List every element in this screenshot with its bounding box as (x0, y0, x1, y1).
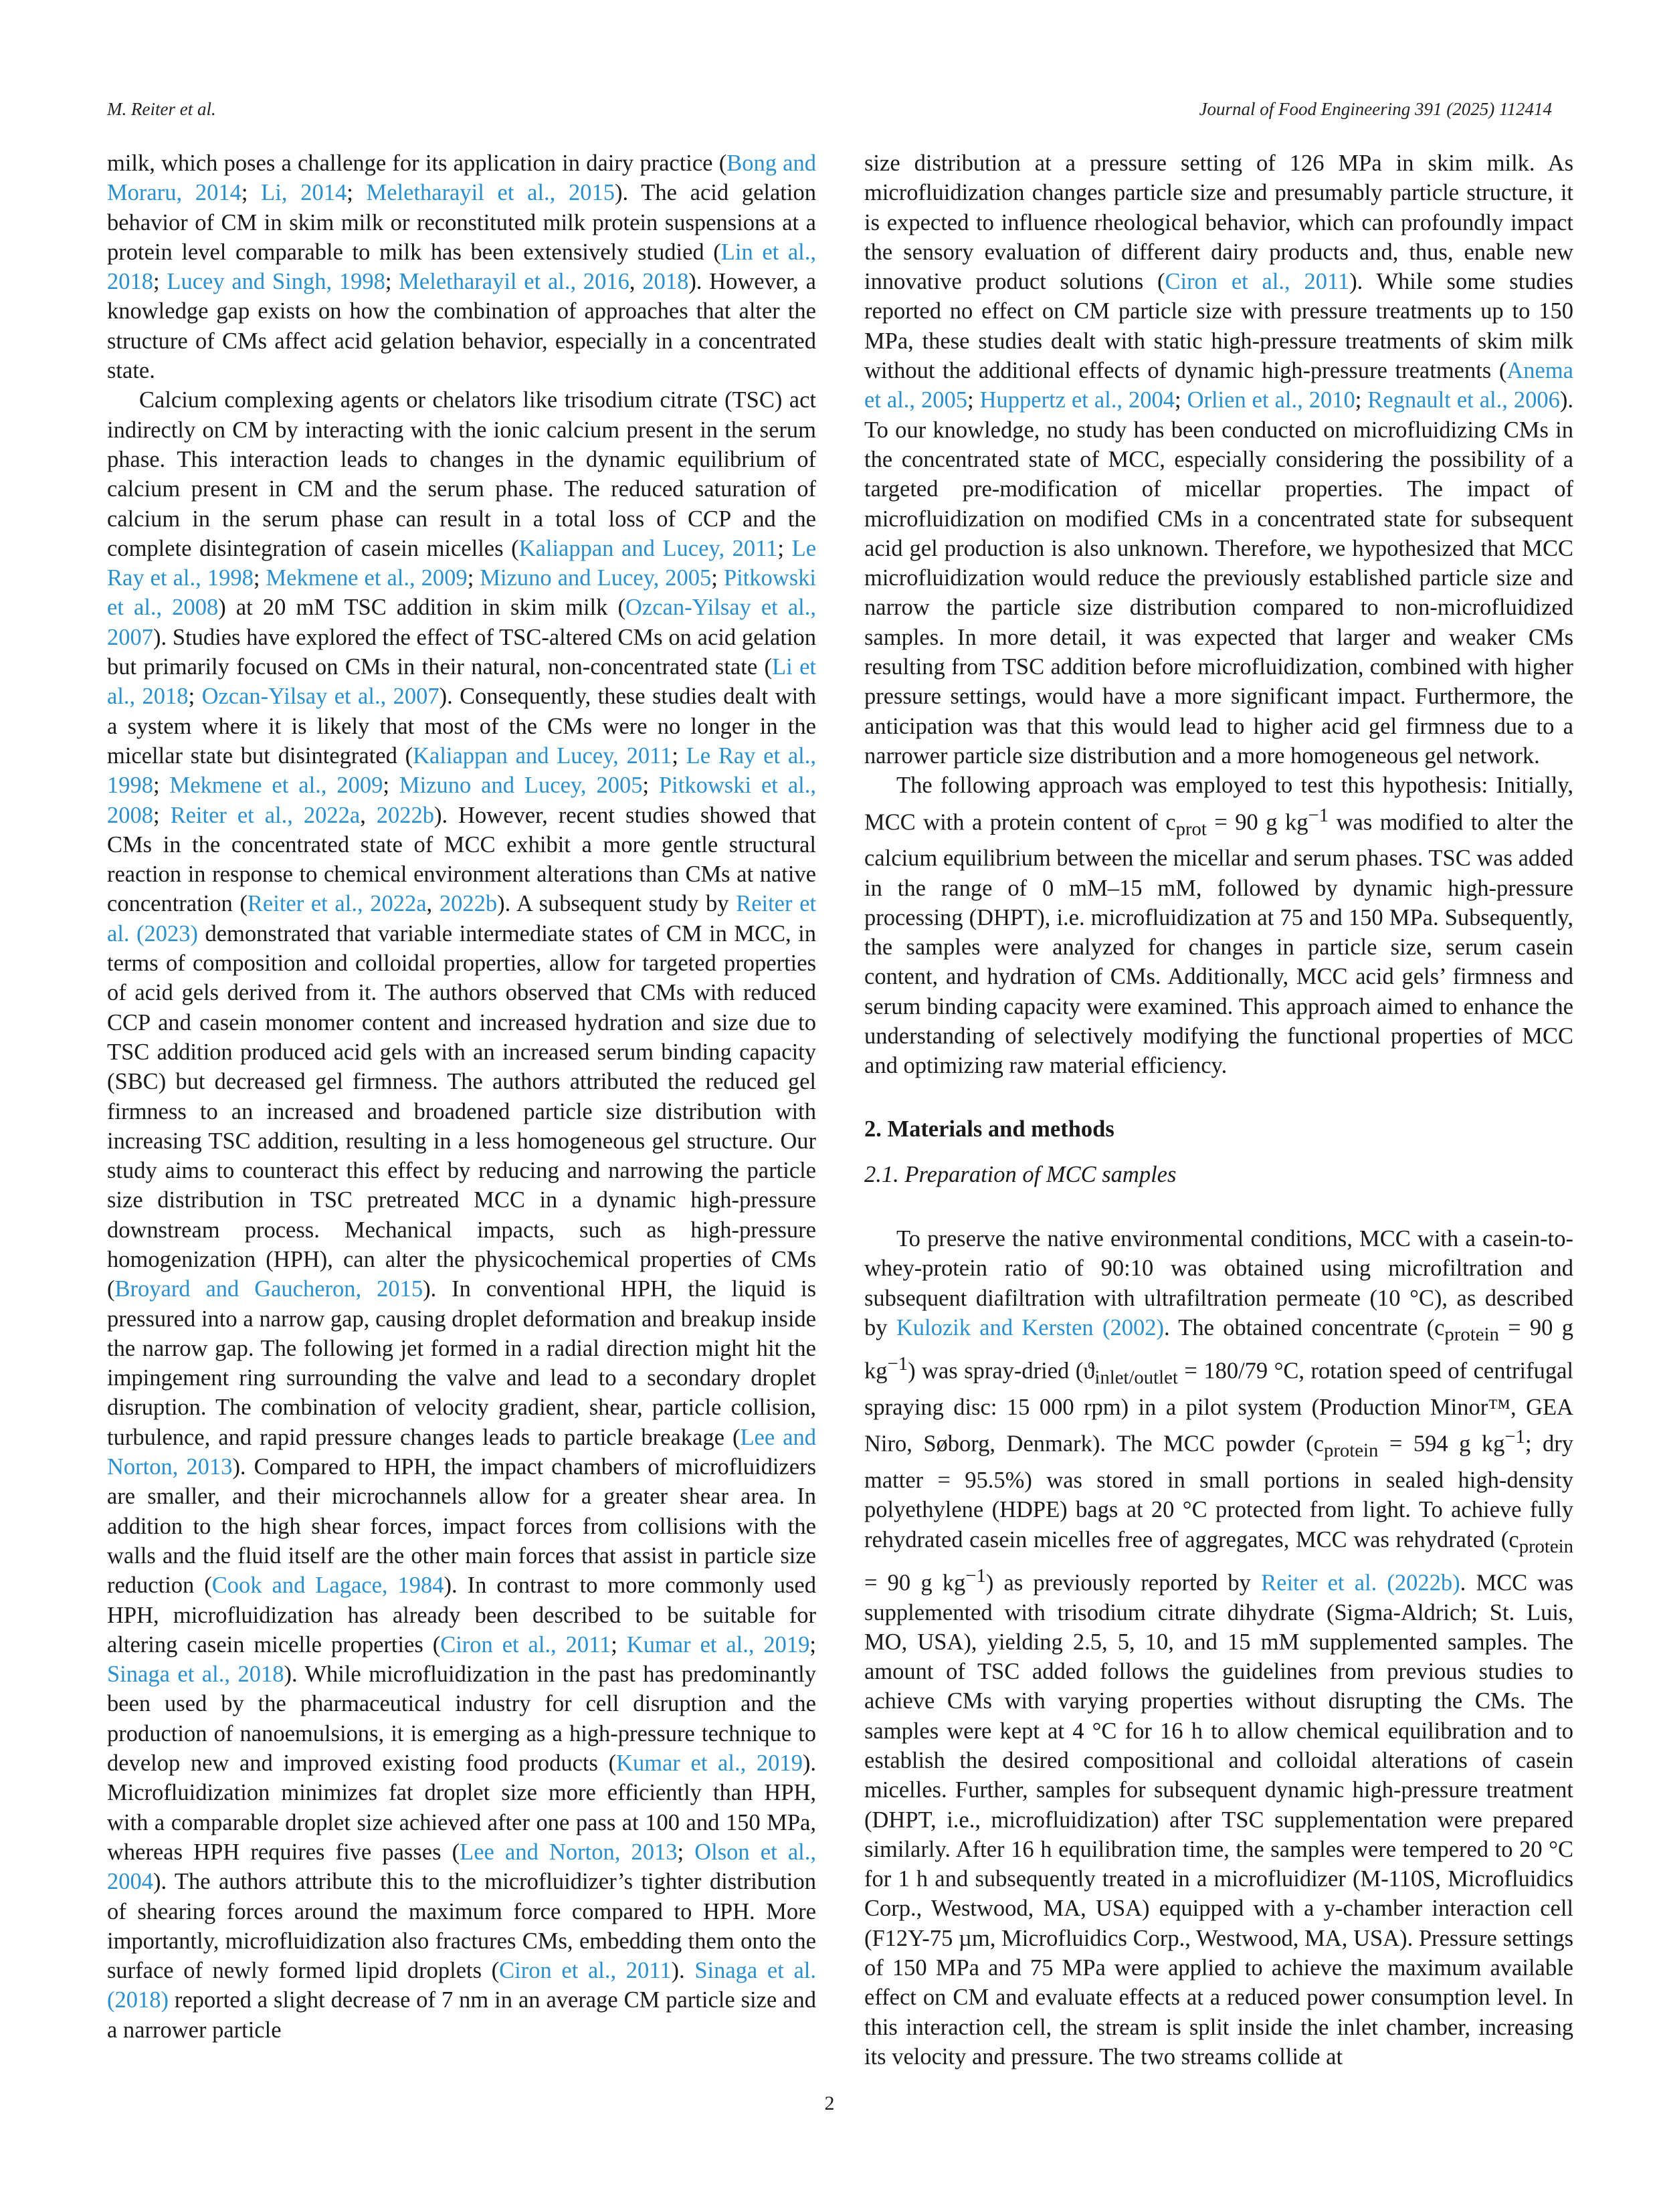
left-column (107, 148, 816, 2045)
subsection-heading: 2.1. Preparation of MCC samples (864, 1161, 1177, 1187)
paragraph: size distribution at a pressure setting of 126 MPa in skim milk. As microfluidization changes particle size and presumably particle structure, it is expected to influence rheological behavior, which can profoundly impact the sensory evaluation of different dairy products and, thus, enable new innovative product solutions (Ciron et al., 2011). While some studies reported no effect on CM particle size with pressure treatments up to 150 MPa, these studies dealt with static high-pressure treatments of skim milk without the additional effects of dynamic high-pressure treatments (Anema et al., 2005; Huppertz et al., 2004; Orlien et al., 2010; Regnault et al., 2006). To our knowledge, no study has been conducted on microfluidizing CMs in the concentrated state of MCC, especially considering the possibility of a targeted pre-modification of micellar properties. The impact of microfluidization on modified CMs in a concentrated state for subsequent acid gel production is also unknown. Therefore, we hypothesized that MCC microfluidization would reduce the previously established particle size and narrow the particle size distribution compared to non-microfluidized samples. In more detail, it was expected that larger and weaker CMs resulting from TSC addition before microfluidization, combined with higher pressure settings, would have a more significant impact. Furthermore, the anticipation was that this would lead to higher acid gel firmness due to a narrower particle size distribution and a more homogeneous gel network. (864, 150, 1573, 769)
running-header-authors: M. Reiter et al. (107, 99, 216, 119)
running-header-journal: Journal of Food Engineering 391 (2025) 112414 (1199, 99, 1552, 119)
right-column (864, 148, 1573, 2072)
page-number: 2 (824, 2092, 835, 2114)
paragraph: Calcium complexing agents or chelators like trisodium citrate (TSC) act indirectly on CM by interacting with the ionic calcium present in the serum phase. This interaction leads to changes in the dynamic equilibrium of calcium present in CM and the serum phase. The reduced saturation of calcium in the serum phase can result in a total loss of CCP and the complete disintegration of casein micelles (Kaliappan and Lucey, 2011; Le Ray et al., 1998; Mekmene et al., 2009; Mizuno and Lucey, 2005; Pitkowski et al., 2008) at 20 mM TSC addition in skim milk (Ozcan-Yilsay et al., 2007). Studies have explored the effect of TSC-altered CMs on acid gelation but primarily focused on CMs in their natural, non-concentrated state (Li et al., 2018; Ozcan-Yilsay et al., 2007). Consequently, these studies dealt with a system where it is likely that most of the CMs were no longer in the micellar state but disintegrated (Kaliappan and Lucey, 2011; Le Ray et al., 1998; Mekmene et al., 2009; Mizuno and Lucey, 2005; Pitkowski et al., 2008; Reiter et al., 2022a, 2022b). However, recent studies showed that CMs in the concentrated state of MCC exhibit a more gentle structural reaction in response to chemical environment alterations than CMs at native concentration (Reiter et al., 2022a, 2022b). A subsequent study by Reiter et al. (2023) demonstrated that variable intermediate states of CM in MCC, in terms of composition and colloidal properties, allow for targeted properties of acid gels derived from it. The authors observed that CMs with reduced CCP and casein monomer content and increased hydration and size due to TSC addition produced acid gels with an increased serum binding capacity (SBC) but decreased gel firmness. The authors attributed the reduced gel firmness to an increased and broadened particle size distribution with increasing TSC addition, resulting in a less homogeneous gel structure. Our study aims to counteract this effect by reducing and narrowing the particle size distribution in TSC pretreated MCC in a dynamic high-pressure downstream process. Mechanical impacts, such as high-pressure homogenization (HPH), can alter the physicochemical properties of CMs (Broyard and Gaucheron, 2015). In conventional HPH, the liquid is pressured into a narrow gap, causing droplet deformation and breakup inside the narrow gap. The following jet formed in a radial direction might hit the impingement ring surrounding the valve and lead to a secondary droplet disruption. The combination of velocity gradient, shear, particle collision, turbulence, and rapid pressure changes leads to particle breakage (Lee and Norton, 2013). Compared to HPH, the impact chambers of microfluidizers are smaller, and their microchannels allow for a greater shear area. In addition to the high shear forces, impact forces from collisions with the walls and the fluid itself are the other main forces that assist in particle size reduction (Cook and Lagace, 1984). In contrast to more commonly used HPH, microfluidization has already been described to be suitable for altering casein micelle properties (Ciron et al., 2011; Kumar et al., 2019; Sinaga et al., 2018). While microfluidization in the past has predominantly been used by the pharmaceutical industry for cell disruption and the production of nanoemulsions, it is emerging as a high-pressure technique to develop new and improved existing food products (Kumar et al., 2019). Microfluidization minimizes fat droplet size more efficiently than HPH, with a comparable droplet size achieved after one pass at 100 and 150 MPa, whereas HPH requires five passes (Lee and Norton, 2013; Olson et al., 2004). The authors attribute this to the microfluidizer’s tighter distribution of shearing forces around the maximum force compared to HPH. More importantly, microfluidization also fractures CMs, embedding them onto the surface of newly formed lipid droplets (Ciron et al., 2011). Sinaga et al. (2018) reported a slight decrease of 7 nm in an average CM particle size and a narrower particle (107, 387, 817, 2043)
paragraph: To preserve the native environmental conditions, MCC with a casein-to-whey-protein ratio of 90:10 was obtained using microfiltration and subsequent diafiltration with ultrafiltration permeate (10 °C), as described by Kulozik and Kersten (2002). The obtained concentrate ($c_{protein} = 90$ g $kg^{-1}$) was spray-dried ($ϑ_{inlet/outlet} = 180/79$ °C, rotation speed of centrifugal spraying disc: 15 000 rpm) in a pilot system (Production Minor™, GEA Niro, Søborg, Denmark). The MCC powder ($c_{protein} = 594$ g $kg^{-1}$; dry matter = 95.5%) was stored in small portions in sealed high-density polyethylene (HDPE) bags at 20 °C protected from light. To achieve fully rehydrated casein micelles free of aggregates, MCC was rehydrated ($c_{protein} = 90$ g $kg^{-1}$) as previously reported by Reiter et al. (2022b). MCC was supplemented with trisodium citrate dihydrate (Sigma-Aldrich; St. Luis, MO, USA), yielding 2.5, 5, 10, and 15 mM supplemented samples. The amount of TSC added follows the guidelines from previous studies to achieve CMs with varying properties without disrupting the CMs. The samples were kept at 4 °C for 16 h to allow chemical equilibration and to establish the desired compositional and colloidal alterations of casein micelles. Further, samples for subsequent dynamic high-pressure treatment (DHPT, i.e., microfluidization) after TSC supplementation were prepared similarly. After 16 h equilibration time, the samples were tempered to 20 °C for 1 h and subsequently treated in a microfluidizer (M-110S, Microfluidics Corp., Westwood, MA, USA) equipped with a y-chamber interaction cell (F12Y-75 µm, Microfluidics Corp., Westwood, MA, USA). Pressure settings of 150 MPa and 75 MPa were applied to achieve the maximum available effect on CM and evaluate effects at a reduced power consumption level. In this interaction cell, the stream is split inside the inlet chamber, increasing its velocity and pressure. The two streams collide at (864, 1226, 1574, 2070)
paragraph: milk, which poses a challenge for its application in dairy practice (Bong and Moraru, 2014; Li, 2014; Meletharayil et al., 2015). The acid gelation behavior of CM in skim milk or reconstituted milk protein suspensions at a protein level comparable to milk has been extensively studied (Lin et al., 2018; Lucey and Singh, 1998; Meletharayil et al., 2016, 2018). However, a knowledge gap exists on how the combination of approaches that alter the structure of CMs affect acid gelation behavior, especially in a concentrated state. (107, 150, 816, 384)
section-heading: 2. Materials and methods (864, 1116, 1114, 1142)
paragraph: The following approach was employed to test this hypothesis: Initially, MCC with a protein content of $c_{prot} = 90$ g $kg^{-1}$ was modified to alter the calcium equilibrium between the micellar and serum phases. TSC was added in the range of 0 mM–15 mM, followed by dynamic high-pressure processing (DHPT), i.e. microfluidization at 75 and 150 MPa. Subsequently, the samples were analyzed for changes in particle size, serum casein content, and hydration of CMs. Additionally, MCC acid gels’ firmness and serum binding capacity were examined. This approach aimed to enhance the understanding of selectively modifying the functional properties of MCC and optimizing raw material efficiency. (864, 773, 1573, 1079)
